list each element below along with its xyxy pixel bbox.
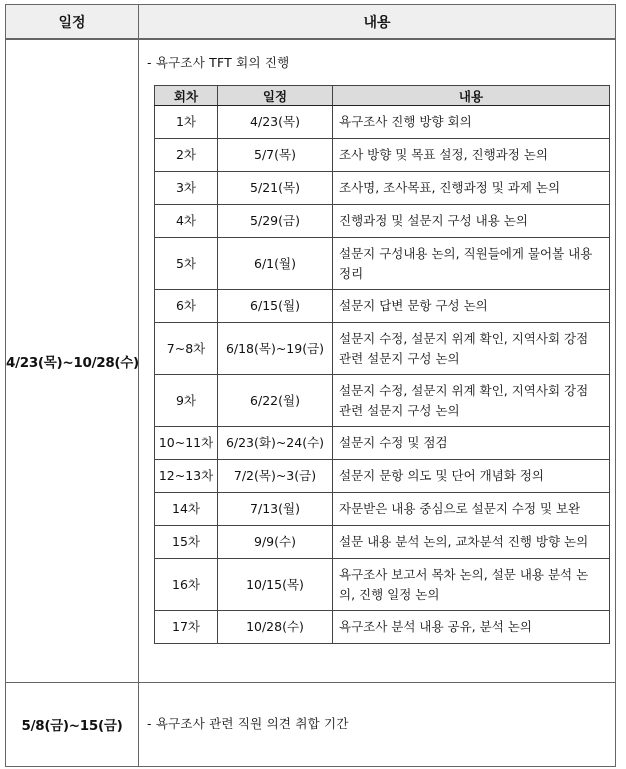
table-row (155, 172, 610, 205)
survey-bullet: - 욕구조사 관련 직원 의견 취합 기간 (147, 716, 349, 731)
meeting-date: 6/22(월) (218, 375, 333, 427)
meeting-date: 6/23(화)~24(수) (218, 427, 333, 460)
meeting-content: 욕구조사 진행 방향 회의 (333, 106, 610, 139)
meeting-date: 5/29(금) (218, 205, 333, 238)
schedule-table (5, 4, 616, 767)
table-row (155, 526, 610, 559)
meeting-content: 설문지 수정 및 점검 (333, 427, 610, 460)
table-row (155, 205, 610, 238)
meeting-round: 3차 (155, 172, 218, 205)
meeting-round: 14차 (155, 493, 218, 526)
meeting-date: 6/18(목)~19(금) (218, 323, 333, 375)
table-row (155, 323, 610, 375)
meeting-date: 7/13(월) (218, 493, 333, 526)
meeting-date: 6/1(월) (218, 238, 333, 290)
meeting-date: 5/21(목) (218, 172, 333, 205)
meeting-date: 10/15(목) (218, 559, 333, 611)
inner-header-date: 일정 (218, 86, 333, 106)
table-row (155, 460, 610, 493)
meeting-date: 7/2(목)~3(금) (218, 460, 333, 493)
schedule-cell-survey: 5/8(금)~15(금) (6, 682, 139, 766)
table-row (155, 290, 610, 323)
meeting-round: 17차 (155, 611, 218, 644)
meeting-date: 9/9(수) (218, 526, 333, 559)
meeting-date: 5/7(목) (218, 139, 333, 172)
content-cell-tft (139, 39, 616, 682)
content-cell-survey (139, 682, 616, 766)
inner-header-content: 내용 (333, 86, 610, 106)
meeting-content: 설문지 구성내용 논의, 직원들에게 물어볼 내용 정리 (333, 238, 610, 290)
meeting-content: 자문받은 내용 중심으로 설문지 수정 및 보완 (333, 493, 610, 526)
meeting-round: 7~8차 (155, 323, 218, 375)
tft-bullet: - 욕구조사 TFT 회의 진행 (147, 55, 290, 70)
meeting-round: 2차 (155, 139, 218, 172)
table-row (155, 375, 610, 427)
table-row (155, 427, 610, 460)
tft-meeting-table (154, 85, 610, 644)
tft-meeting-rows (155, 106, 610, 644)
meeting-content: 설문 내용 분석 논의, 교차분석 진행 방향 논의 (333, 526, 610, 559)
meeting-round: 12~13차 (155, 460, 218, 493)
meeting-round: 9차 (155, 375, 218, 427)
meeting-round: 10~11차 (155, 427, 218, 460)
table-row (155, 106, 610, 139)
meeting-round: 4차 (155, 205, 218, 238)
meeting-round: 6차 (155, 290, 218, 323)
meeting-content: 조사 방향 및 목표 설정, 진행과정 논의 (333, 139, 610, 172)
table-row (155, 139, 610, 172)
table-row (155, 559, 610, 611)
meeting-date: 4/23(목) (218, 106, 333, 139)
meeting-date: 6/15(월) (218, 290, 333, 323)
schedule-header: 일정 (6, 5, 139, 40)
meeting-content: 설문지 수정, 설문지 위계 확인, 지역사회 강점 관련 설문지 구성 논의 (333, 375, 610, 427)
meeting-content: 조사명, 조사목표, 진행과정 및 과제 논의 (333, 172, 610, 205)
meeting-content: 설문지 답변 문항 구성 논의 (333, 290, 610, 323)
meeting-content: 욕구조사 분석 내용 공유, 분석 논의 (333, 611, 610, 644)
meeting-date: 10/28(수) (218, 611, 333, 644)
meeting-content: 욕구조사 보고서 목차 논의, 설문 내용 분석 논의, 진행 일정 논의 (333, 559, 610, 611)
schedule-cell-tft: 4/23(목)~10/28(수) (6, 39, 139, 682)
inner-header-round: 회차 (155, 86, 218, 106)
table-row (155, 493, 610, 526)
content-header: 내용 (139, 5, 616, 40)
meeting-round: 5차 (155, 238, 218, 290)
meeting-content: 진행과정 및 설문지 구성 내용 논의 (333, 205, 610, 238)
meeting-round: 1차 (155, 106, 218, 139)
meeting-round: 16차 (155, 559, 218, 611)
table-row (155, 611, 610, 644)
meeting-round: 15차 (155, 526, 218, 559)
table-row (155, 238, 610, 290)
meeting-content: 설문지 문항 의도 및 단어 개념화 정의 (333, 460, 610, 493)
meeting-content: 설문지 수정, 설문지 위계 확인, 지역사회 강점 관련 설문지 구성 논의 (333, 323, 610, 375)
